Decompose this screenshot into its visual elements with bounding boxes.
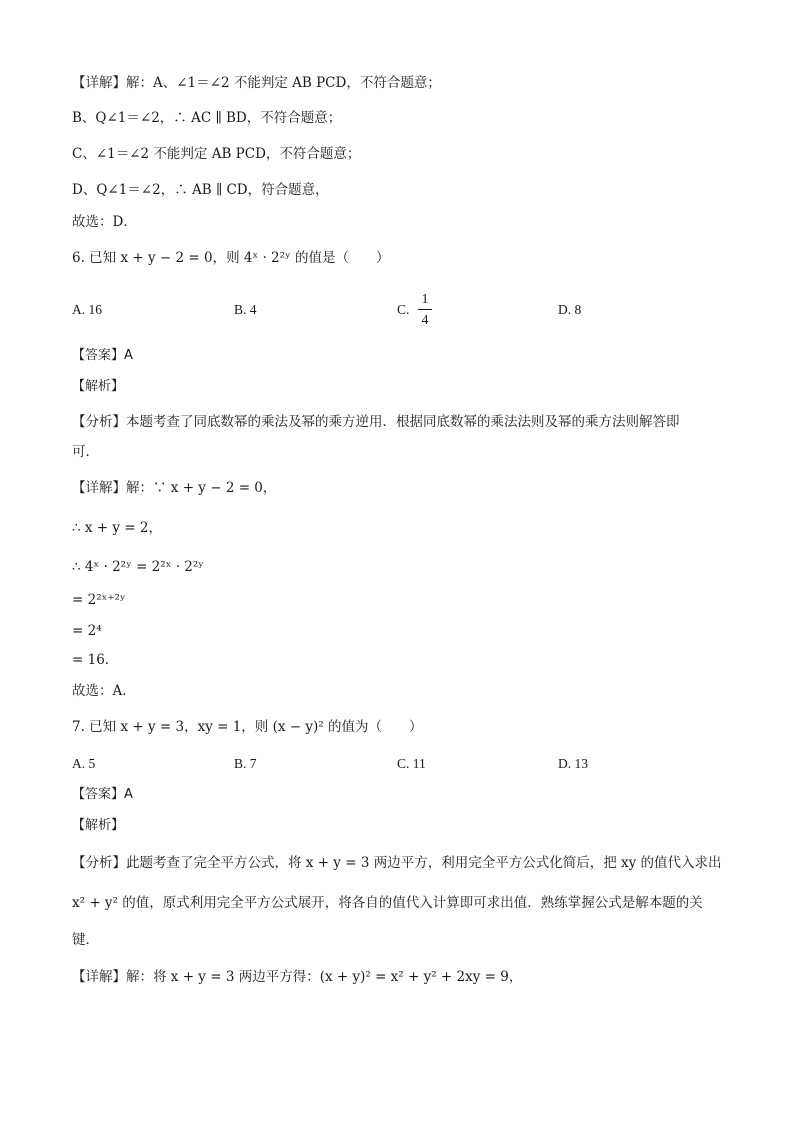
q7-option-b: B. 7 <box>234 756 257 771</box>
fenxi-7-line1: 【分析】此题考查了完全平方公式，将 x + y = 3 两边平方，利用完全平方公式化简后，把 xy 的值代入求出 <box>72 855 722 871</box>
xiangjie-6-line2: ∴ x + y = 2， <box>72 520 162 536</box>
analysis-7: 【解析】 <box>72 818 125 833</box>
fraction-bar <box>418 309 432 310</box>
answer-6: 【答案】A <box>72 348 133 363</box>
xiangjie-6-line4: = 2²ˣ⁺²ʸ <box>72 592 126 608</box>
fenxi-7-line2: x² + y² 的值，原式利用完全平方公式展开，将各自的值代入计算即可求出值．熟练掌握公式是解本题的关 <box>72 895 703 911</box>
q6-option-c-label: C. <box>397 302 410 317</box>
q6-option-c-fraction <box>418 291 432 328</box>
fraction-numerator: 1 <box>421 291 429 306</box>
detail-line-a: 【详解】解：A、∠1＝∠2 不能判定 AB PCD，不符合题意； <box>72 75 441 91</box>
xiangjie-6-line5: = 2⁴ <box>72 623 102 639</box>
q6-option-a: A. 16 <box>72 302 102 317</box>
q6-option-d: D. 8 <box>558 302 582 317</box>
fenxi-6-line1: 【分析】本题考查了同底数幂的乘法及幂的乘方逆用．根据同底数幂的乘法法则及幂的乘方法则解答即 <box>72 414 680 430</box>
detail-line-d: D、Q∠1＝∠2，∴ AB ∥ CD，符合题意， <box>72 182 329 198</box>
fenxi-7-line3: 键． <box>72 932 99 948</box>
question-6: 6. 已知 x + y − 2 = 0，则 4ˣ · 2²ʸ 的值是（ ） <box>72 250 390 266</box>
fraction-denominator: 4 <box>421 312 429 327</box>
analysis-6: 【解析】 <box>72 379 125 394</box>
answer-7: 【答案】A <box>72 787 133 802</box>
xiangjie-7-line1: 【详解】解：将 x + y = 3 两边平方得：(x + y)² = x² + y² + 2xy = 9， <box>72 969 523 985</box>
xiangjie-6-line6: = 16． <box>72 652 119 668</box>
xiangjie-6-line7: 故选：A． <box>72 683 136 699</box>
question-7: 7. 已知 x + y = 3，xy = 1，则 (x − y)² 的值为（ ） <box>72 719 423 735</box>
xiangjie-6-line3: ∴ 4ˣ · 2²ʸ = 2²ˣ · 2²ʸ <box>72 559 204 575</box>
q6-option-b: B. 4 <box>234 302 257 317</box>
choice-line-5: 故选：D． <box>72 214 137 230</box>
q7-option-a: A. 5 <box>72 756 96 771</box>
q7-option-d: D. 13 <box>558 756 588 771</box>
fenxi-6-line2: 可． <box>72 444 99 460</box>
detail-line-b: B、Q∠1＝∠2，∴ AC ∥ BD，不符合题意； <box>72 110 342 126</box>
xiangjie-6-line1: 【详解】解：∵ x + y − 2 = 0， <box>72 480 277 496</box>
detail-line-c: C、∠1＝∠2 不能判定 AB PCD，不符合题意； <box>72 146 361 162</box>
q7-option-c: C. 11 <box>397 756 426 771</box>
